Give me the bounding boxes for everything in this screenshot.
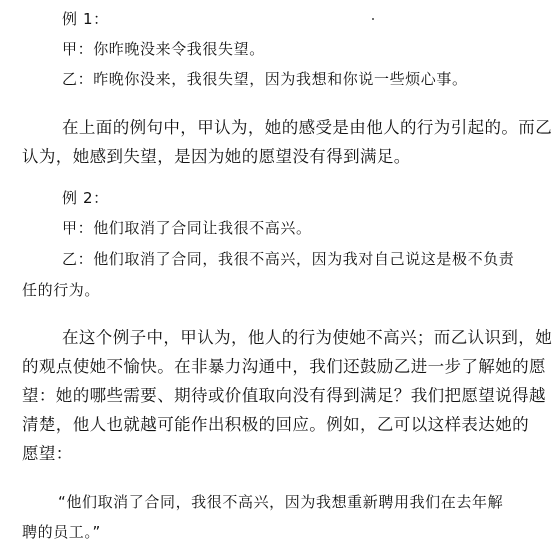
example-1-jia-line: 甲：你昨晚没来令我很失望。 [62, 40, 265, 58]
example-2-heading: 例 2： [62, 189, 109, 207]
example-2-yi-line-1: 乙：他们取消了合同，我很不高兴，因为我对自己说这是极不负责 [62, 250, 515, 268]
quote-line-2: 聘的员工。” [22, 523, 101, 541]
example-1-yi-line: 乙：昨晚你没来，我很失望，因为我想和你说一些烦心事。 [62, 70, 468, 88]
analysis-2-line-3: 望：她的哪些需要、期待或价值取向没有得到满足？我们把愿望说得越 [22, 386, 546, 405]
example-2-yi-line-2: 任的行为。 [22, 281, 101, 299]
quote-line-1: “他们取消了合同，我很不高兴，因为我想重新聘用我们在去年解 [58, 493, 504, 511]
scan-speck [372, 18, 374, 20]
analysis-1-line-1: 在上面的例句中，甲认为，她的感受是由他人的行为引起的。而乙 [62, 118, 553, 137]
analysis-2-line-5: 愿望： [22, 444, 73, 463]
analysis-2-line-1: 在这个例子中，甲认为，他人的行为使她不高兴；而乙认识到，她 [62, 328, 553, 347]
analysis-2-line-4: 清楚，他人也就越可能作出积极的回应。例如，乙可以这样表达她的 [22, 415, 529, 434]
analysis-1-line-2: 认为，她感到失望，是因为她的愿望没有得到满足。 [22, 147, 411, 166]
example-1-heading: 例 1： [62, 10, 109, 28]
analysis-2-line-2: 的观点使她不愉快。在非暴力沟通中，我们还鼓励乙进一步了解她的愿 [22, 357, 546, 376]
example-2-jia-line: 甲：他们取消了合同让我很不高兴。 [62, 219, 312, 237]
